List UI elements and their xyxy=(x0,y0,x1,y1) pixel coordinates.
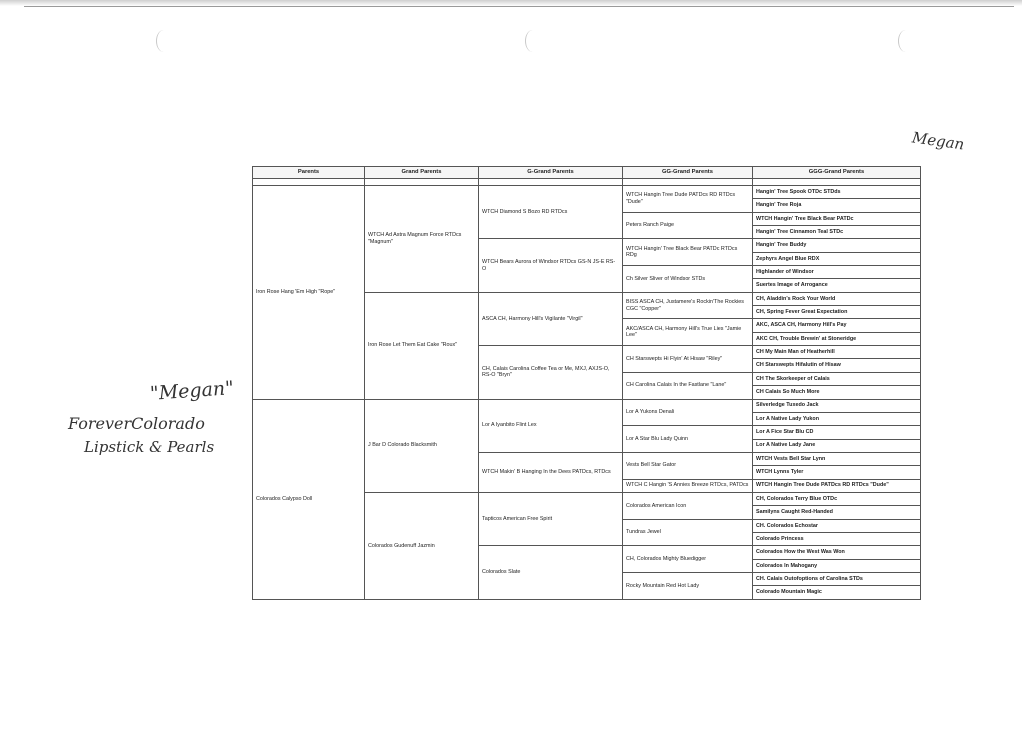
table-row xyxy=(253,186,921,199)
ggg-grand-parent-cell: Silverledge Tuxedo Jack xyxy=(753,399,921,412)
g-grand-parent-cell: Lor A Iyanbito Flint Lex xyxy=(479,399,623,452)
ggg-grand-parent-cell: WTCH Hangin Tree Dude PATDcs RD RTDcs "Dude" xyxy=(753,479,921,492)
ggg-grand-parent-cell: AKC CH, Trouble Brewin' at Stoneridge xyxy=(753,332,921,345)
gg-grand-parent-cell: Colorados American Icon xyxy=(623,492,753,519)
parent-cell: Iron Rose Hang 'Em High "Rope" xyxy=(253,186,365,400)
gg-grand-parent-cell: WTCH C Hangin 'S Annies Breeze RTDcs, PATDcs xyxy=(623,479,753,492)
gg-grand-parent-cell: Tundras Jewel xyxy=(623,519,753,546)
table-row xyxy=(253,399,921,412)
ggg-grand-parent-cell: Hangin' Tree Buddy xyxy=(753,239,921,252)
gg-grand-parent-cell: WTCH Hangin Tree Dude PATDcs RD RTDcs "Dude" xyxy=(623,186,753,213)
gg-grand-parent-cell: WTCH Hangin' Tree Black Bear PATDc RTDcs RDg xyxy=(623,239,753,266)
header-row xyxy=(253,167,921,179)
ggg-grand-parent-cell: CH The Skorkeeper of Calais xyxy=(753,372,921,385)
g-grand-parent-cell: WTCH Diamond S Bozo RD RTDcs xyxy=(479,186,623,239)
header-ggg-grand-parents: GGG-Grand Parents xyxy=(753,167,921,179)
ggg-grand-parent-cell: WTCH Vests Bell Star Lynn xyxy=(753,452,921,465)
ggg-grand-parent-cell: Hangin' Tree Roja xyxy=(753,199,921,212)
header-grand-parents: Grand Parents xyxy=(365,167,479,179)
gg-grand-parent-cell: Ch Silver Sliver of Windsor STDs xyxy=(623,266,753,293)
grand-parent-cell: WTCH Ad Astra Magnum Force RTDcs "Magnum" xyxy=(365,186,479,293)
gg-grand-parent-cell: Lor A Yukons Denali xyxy=(623,399,753,426)
g-grand-parent-cell: CH, Calais Carolina Coffee Tea or Me, MXJ, AXJS-O, RS-O "Bryn" xyxy=(479,346,623,399)
g-grand-parent-cell: WTCH Bears Aurora of Windsor RTDcs GS-N JS-E RS-O xyxy=(479,239,623,292)
punch-hole-left xyxy=(156,30,171,52)
grand-parent-cell: Iron Rose Let Them Eat Cake "Roux" xyxy=(365,292,479,399)
ggg-grand-parent-cell: CH, Spring Fever Great Expectation xyxy=(753,306,921,319)
gg-grand-parent-cell: AKC/ASCA CH, Harmony Hill's True Lies "Jamie Lee" xyxy=(623,319,753,346)
handwritten-name-left: "Megan" xyxy=(149,377,235,405)
gg-grand-parent-cell: BISS ASCA CH, Justamere's Rockin'The Rockies CGC "Copper" xyxy=(623,292,753,319)
ggg-grand-parent-cell: AKC, ASCA CH, Harmony Hill's Pay xyxy=(753,319,921,332)
header-gg-grand-parents: GG-Grand Parents xyxy=(623,167,753,179)
g-grand-parent-cell: ASCA CH, Harmony Hill's Vigilante "Virgil" xyxy=(479,292,623,345)
handwritten-name-top-right: Megan xyxy=(911,128,966,154)
punch-hole-center xyxy=(525,30,540,52)
ggg-grand-parent-cell: Lor A Fice Star Blu CD xyxy=(753,426,921,439)
header-parents: Parents xyxy=(253,167,365,179)
scan-border-line xyxy=(24,6,1014,7)
ggg-grand-parent-cell: Lor A Native Lady Jane xyxy=(753,439,921,452)
ggg-grand-parent-cell: CH, Colorados Terry Blue OTDc xyxy=(753,492,921,505)
parent-cell: Colorados Calypso Doll xyxy=(253,399,365,600)
spacer-row xyxy=(253,179,921,186)
g-grand-parent-cell: WTCH Makin' B Hanging In the Dees PATDcs, RTDcs xyxy=(479,452,623,492)
grand-parent-cell: J Bar D Colorado Blacksmith xyxy=(365,399,479,492)
ggg-grand-parent-cell: CH, Aladdin's Rock Your World xyxy=(753,292,921,305)
handwritten-line-1: ForeverColorado xyxy=(68,414,205,433)
ggg-grand-parent-cell: Colorados How the West Was Won xyxy=(753,546,921,559)
gg-grand-parent-cell: CH Carolina Calais In the Fastlane "Lane" xyxy=(623,372,753,399)
ggg-grand-parent-cell: Colorado Mountain Magic xyxy=(753,586,921,600)
ggg-grand-parent-cell: Hangin' Tree Cinnamon Teal STDc xyxy=(753,226,921,239)
ggg-grand-parent-cell: WTCH Lynns Tyler xyxy=(753,466,921,479)
ggg-grand-parent-cell: Hangin' Tree Spook OTDc STDds xyxy=(753,186,921,199)
gg-grand-parent-cell: Lor A Star Blu Lady Quinn xyxy=(623,426,753,453)
ggg-grand-parent-cell: Zephyrs Angel Blue RDX xyxy=(753,252,921,265)
header-g-grand-parents: G-Grand Parents xyxy=(479,167,623,179)
ggg-grand-parent-cell: Highlander of Windsor xyxy=(753,266,921,279)
gg-grand-parent-cell: CH, Colorados Mighty Bluedigger xyxy=(623,546,753,573)
handwritten-line-2: Lipstick & Pearls xyxy=(84,438,215,456)
ggg-grand-parent-cell: Colorados In Mahogany xyxy=(753,559,921,572)
ggg-grand-parent-cell: Colorado Princess xyxy=(753,532,921,545)
gg-grand-parent-cell: Vests Bell Star Gator xyxy=(623,452,753,479)
g-grand-parent-cell: Tapticos American Free Spirit xyxy=(479,492,623,545)
ggg-grand-parent-cell: CH. Calais Outofoptions of Carolina STDs xyxy=(753,572,921,585)
ggg-grand-parent-cell: CH Starswepts Hifalutin of Hisaw xyxy=(753,359,921,372)
ggg-grand-parent-cell: Suertes Image of Arrogance xyxy=(753,279,921,292)
ggg-grand-parent-cell: CH My Main Man of Heatherhill xyxy=(753,346,921,359)
punch-hole-right xyxy=(898,30,913,52)
gg-grand-parent-cell: Rocky Mountain Red Hot Lady xyxy=(623,572,753,599)
pedigree-table xyxy=(252,166,921,600)
gg-grand-parent-cell: CH Starswepts Hi Flyin' At Hisaw "Riley" xyxy=(623,346,753,373)
ggg-grand-parent-cell: WTCH Hangin' Tree Black Bear PATDc xyxy=(753,212,921,225)
ggg-grand-parent-cell: CH Calais So Much More xyxy=(753,386,921,399)
gg-grand-parent-cell: Peters Ranch Paige xyxy=(623,212,753,239)
ggg-grand-parent-cell: CH. Colorados Echostar xyxy=(753,519,921,532)
ggg-grand-parent-cell: Lor A Native Lady Yukon xyxy=(753,412,921,425)
grand-parent-cell: Colorados Gudenuff Jazmin xyxy=(365,492,479,599)
g-grand-parent-cell: Colorados Slate xyxy=(479,546,623,600)
ggg-grand-parent-cell: Samilyns Caught Red-Handed xyxy=(753,506,921,519)
